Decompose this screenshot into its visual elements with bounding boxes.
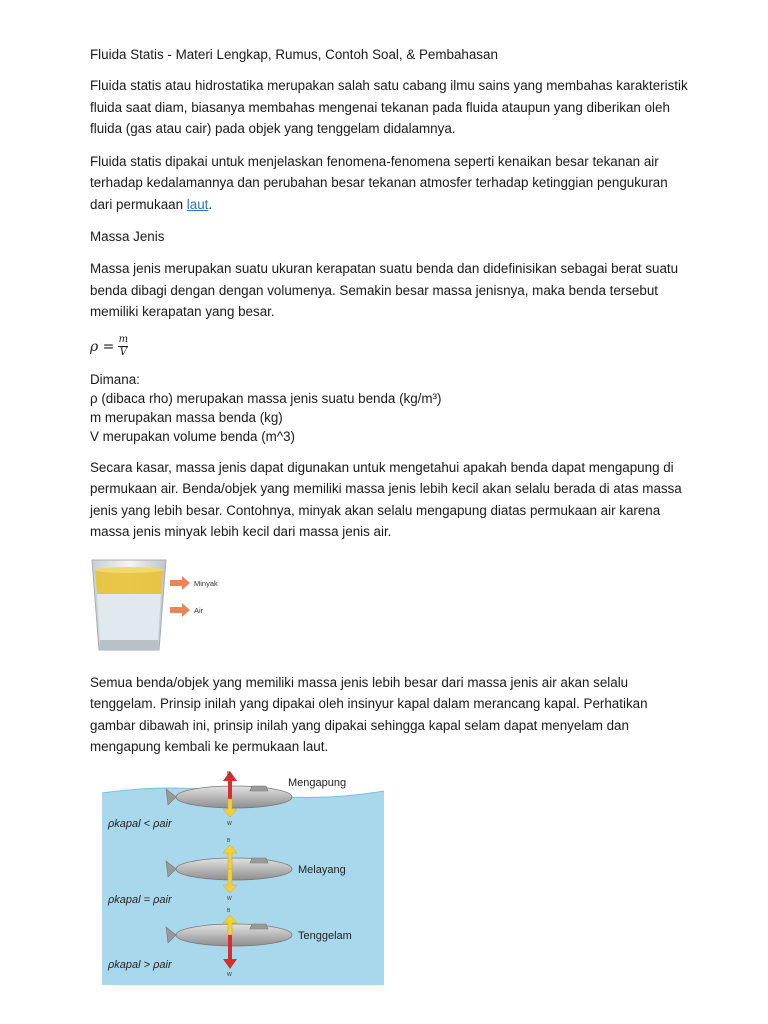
definition-label: Dimana:	[90, 371, 140, 387]
glass-illustration	[86, 554, 246, 658]
label-air: Air	[194, 605, 204, 615]
submarine-tower	[250, 786, 268, 791]
force-b-label: B	[227, 770, 231, 777]
relation-melayang: ρkapal = ρair	[108, 893, 172, 906]
intro-paragraph-2	[90, 151, 690, 216]
oil-water-glass-figure	[86, 554, 246, 658]
density-paragraph: Secara kasar, massa jenis dapat digunakan untuk mengetahui apakah benda dapat mengapung di permukaan air. Benda/objek yang memiliki massa jenis lebih kecil akan selalu berada di atas massa jenis yang lebih besar. Contohnya, minyak akan selalu mengapung diatas permukaan air karena massa jenis minyak lebih kecil dari massa jenis air.	[90, 459, 682, 539]
submarine-tower	[250, 924, 268, 929]
state-label-melayang: Melayang	[298, 863, 346, 876]
massa-jenis-paragraph: Massa jenis merupakan suatu ukuran kerapatan suatu benda dan didefinisikan sebagai berat suatu benda dibagi dengan dengan volumenya. Semakin besar massa jenisnya, maka benda tersebut memiliki kerapatan yang besar.	[90, 261, 679, 319]
state-label-tenggelam: Tenggelam	[298, 929, 352, 942]
density-formula	[90, 330, 690, 364]
arrow-oil-icon	[170, 576, 190, 590]
label-minyak: Minyak	[194, 578, 218, 588]
definition-rho: ρ (dibaca rho) merupakan massa jenis suatu benda (kg/m³)	[90, 390, 442, 406]
submarine-tower	[250, 858, 268, 863]
submarine-illustration	[102, 769, 384, 985]
definition-v: V merupakan volume benda (m^3)	[90, 428, 296, 444]
force-b-label: B	[227, 907, 231, 914]
submarine-hull	[176, 858, 292, 880]
oil-surface	[95, 567, 163, 573]
formula-fraction	[118, 335, 128, 358]
force-w-label: W	[227, 895, 232, 902]
intro-paragraph-2-end: .	[208, 196, 213, 212]
force-b-label: B	[227, 837, 231, 844]
formula-numerator: m	[118, 334, 129, 345]
section-heading-massa-jenis: Massa Jenis	[90, 229, 165, 244]
relation-tenggelam: ρkapal > ρair	[108, 958, 172, 971]
intro-paragraph-1: Fluida statis atau hidrostatika merupakan salah satu cabang ilmu sains yang membahas karakteristik fluida saat diam, biasanya membahas mengenai tekanan pada fluida ataupun yang diberikan oleh fluida (gas atau cair) pada objek yang tenggelam didalamnya.	[90, 78, 688, 136]
state-label-mengapung: Mengapung	[288, 776, 347, 789]
water-layer	[97, 594, 161, 640]
submarine-hull	[176, 924, 292, 946]
force-w-label: W	[227, 820, 232, 827]
laut-link[interactable]: laut	[186, 196, 209, 212]
submarine-hull	[176, 786, 292, 808]
formula-denominator: V	[119, 347, 128, 358]
intro-paragraph-2-text: Fluida statis dipakai untuk menjelaskan fenomena-fenomena seperti kenaikan besar tekanan air terhadap kedalamannya dan perubahan besar tekanan atmosfer terhadap ketinggian pengukuran dari permukaan	[90, 153, 668, 212]
document-title: Fluida Statis - Materi Lengkap, Rumus, Contoh Soal, & Pembahasan	[90, 47, 498, 62]
definition-m: m merupakan massa benda (kg)	[90, 409, 283, 425]
force-w-label: W	[227, 971, 232, 978]
submarine-figure	[102, 769, 384, 985]
document-page	[90, 44, 690, 985]
sink-paragraph: Semua benda/objek yang memiliki massa jenis lebih besar dari massa jenis air akan selalu tenggelam. Prinsip inilah yang dipakai oleh insinyur kapal dalam merancang kapal. Perhatikan gambar dibawah ini, prinsip inilah yang dipakai sehingga kapal selam dapat menyelam dan mengapung kembali ke permukaan laut.	[90, 674, 648, 754]
oil-layer	[95, 570, 163, 594]
relation-mengapung: ρkapal < ρair	[108, 817, 172, 830]
arrow-water-icon	[170, 603, 190, 617]
formula-lhs: ρ =	[90, 338, 115, 355]
glass-base	[99, 640, 159, 650]
definition-list	[90, 370, 690, 446]
